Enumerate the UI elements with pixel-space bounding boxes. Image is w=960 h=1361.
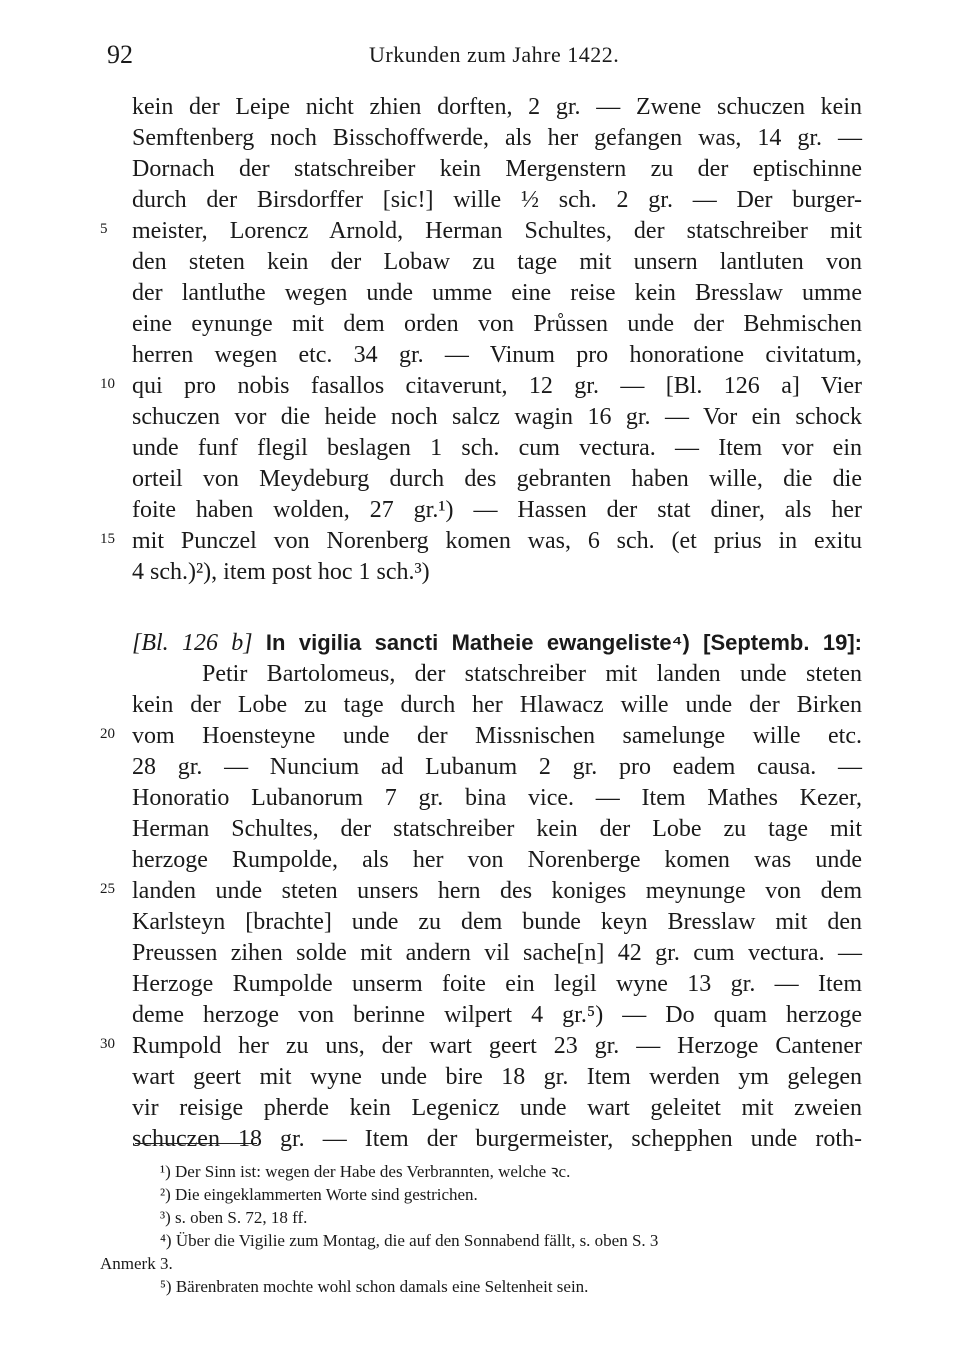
footnote: ¹) Der Sinn ist: wegen der Habe des Verbrannten, welche ꝛc. bbox=[160, 1162, 571, 1181]
line-number: 10 bbox=[100, 376, 115, 392]
text-line: eine eynunge mit dem orden von Průssen unde der Behmischen bbox=[132, 311, 862, 337]
text-line bbox=[100, 216, 862, 247]
text-line: Dornach der statschreiber kein Mergenstern zu der eptischinne bbox=[132, 156, 862, 182]
text-line: der lantluthe wegen unde umme eine reise kein Bresslaw umme bbox=[132, 280, 862, 306]
text-line-content: vom Hoensteyne unde der Missnischen samelunge wille etc. bbox=[132, 723, 862, 749]
text-line: Petir Bartolomeus, der statschreiber mit landen unde steten bbox=[202, 661, 862, 687]
text-line-content: qui pro nobis fasallos citaverunt, 12 gr. — [Bl. 126 a] Vier bbox=[132, 373, 862, 399]
text-line: Preussen zihen solde mit andern vil sache[n] 42 gr. cum vectura. — bbox=[132, 940, 862, 966]
running-title: Urkunden zum Jahre 1422. bbox=[369, 42, 620, 67]
text-line: vir reisige pherde kein Legenicz unde wart geleitet mit zweien bbox=[132, 1095, 862, 1121]
text-line: kein der Leipe nicht zhien dorften, 2 gr. — Zwene schuczen kein bbox=[132, 94, 862, 120]
text-line: Herzoge Rumpolde unserm foite ein legil wyne 13 gr. — Item bbox=[132, 971, 862, 997]
text-line: foite haben wolden, 27 gr.¹) — Hassen der stat diner, als her bbox=[132, 497, 862, 523]
text-line: wart geert mit wyne unde bire 18 gr. Item werden ym gelegen bbox=[132, 1064, 862, 1090]
text-line: Semftenberg noch Bisschoffwerde, als her gefangen was, 14 gr. — bbox=[132, 125, 862, 151]
text-line: durch der Birsdorffer [sic!] wille ½ sch. 2 gr. — Der burger- bbox=[132, 187, 862, 213]
text-line: Herman Schultes, der statschreiber kein der Lobe zu tage mit bbox=[132, 816, 862, 842]
text-line: deme herzoge von berinne wilpert 4 gr.⁵) — Do quam herzoge bbox=[132, 1002, 862, 1028]
text-line: kein der Lobe zu tage durch her Hlawacz wille unde der Birken bbox=[132, 692, 862, 718]
heading-date: [Septemb. 19]: bbox=[703, 630, 862, 655]
text-line bbox=[100, 526, 862, 557]
footnote-continuation: Anmerk 3. bbox=[100, 1254, 173, 1273]
line-number: 25 bbox=[100, 881, 115, 897]
section-heading bbox=[132, 626, 862, 659]
text-line bbox=[100, 876, 862, 907]
text-line: herzoge Rumpolde, als her von Norenberge komen was unde bbox=[132, 847, 862, 873]
text-line bbox=[100, 721, 862, 752]
text-line: schuczen vor die heide noch salcz wagin 16 gr. — Vor ein schock bbox=[132, 404, 862, 430]
text-line-content: Rumpold her zu uns, der wart geert 23 gr. — Herzoge Cantener bbox=[132, 1033, 862, 1059]
text-line-content: landen unde steten unsers hern des koniges meynunge von dem bbox=[132, 878, 862, 904]
footnote: ³) s. oben S. 72, 18 ff. bbox=[160, 1208, 308, 1227]
text-line: orteil von Meydeburg durch des gebranten haben wille, die die bbox=[132, 466, 862, 492]
text-line: schuczen 18 gr. — Item der burgermeister, schepphen unde roth- bbox=[132, 1126, 862, 1152]
text-line: Honoratio Lubanorum 7 gr. bina vice. — Item Mathes Kezer, bbox=[132, 785, 862, 811]
text-line bbox=[100, 371, 862, 402]
section-gap bbox=[132, 588, 862, 612]
footnote-divider bbox=[135, 1143, 257, 1144]
line-number: 5 bbox=[100, 221, 108, 237]
line-number: 20 bbox=[100, 726, 115, 742]
folio-reference: [Bl. 126 b] bbox=[132, 630, 253, 656]
footnote: ⁵) Bärenbraten mochte wohl schon damals eine Seltenheit sein. bbox=[160, 1277, 589, 1296]
text-line: herren wegen etc. 34 gr. — Vinum pro honoratione civitatum, bbox=[132, 342, 862, 368]
line-number: 30 bbox=[100, 1036, 115, 1052]
text-line-content: mit Punczel von Norenberg komen was, 6 sch. (et prius in exitu bbox=[132, 528, 862, 554]
text-line: 28 gr. — Nuncium ad Lubanum 2 gr. pro eadem causa. — bbox=[132, 754, 862, 780]
text-line: 4 sch.)²), item post hoc 1 sch.³) bbox=[132, 559, 430, 585]
line-number: 15 bbox=[100, 531, 115, 547]
text-line-content: meister, Lorencz Arnold, Herman Schultes, der statschreiber mit bbox=[132, 218, 862, 244]
text-line: Karlsteyn [brachte] unde zu dem bunde keyn Bresslaw mit den bbox=[132, 909, 862, 935]
text-line: den steten kein der Lobaw zu tage mit unsern lantluten von bbox=[132, 249, 862, 275]
footnote: ²) Die eingeklammerten Worte sind gestrichen. bbox=[160, 1185, 478, 1204]
footnote: ⁴) Über die Vigilie zum Montag, die auf den Sonnabend fällt, s. oben S. 3 bbox=[160, 1231, 659, 1250]
heading-title: In vigilia sancti Matheie ewangeliste⁴) bbox=[265, 630, 690, 655]
text-line bbox=[100, 1031, 862, 1062]
text-line: unde funf flegil beslagen 1 sch. cum vectura. — Item vor ein bbox=[132, 435, 862, 461]
footnotes bbox=[100, 1160, 872, 1298]
body-text bbox=[100, 92, 862, 1155]
running-head bbox=[107, 40, 867, 80]
page-number: 92 bbox=[107, 40, 133, 69]
